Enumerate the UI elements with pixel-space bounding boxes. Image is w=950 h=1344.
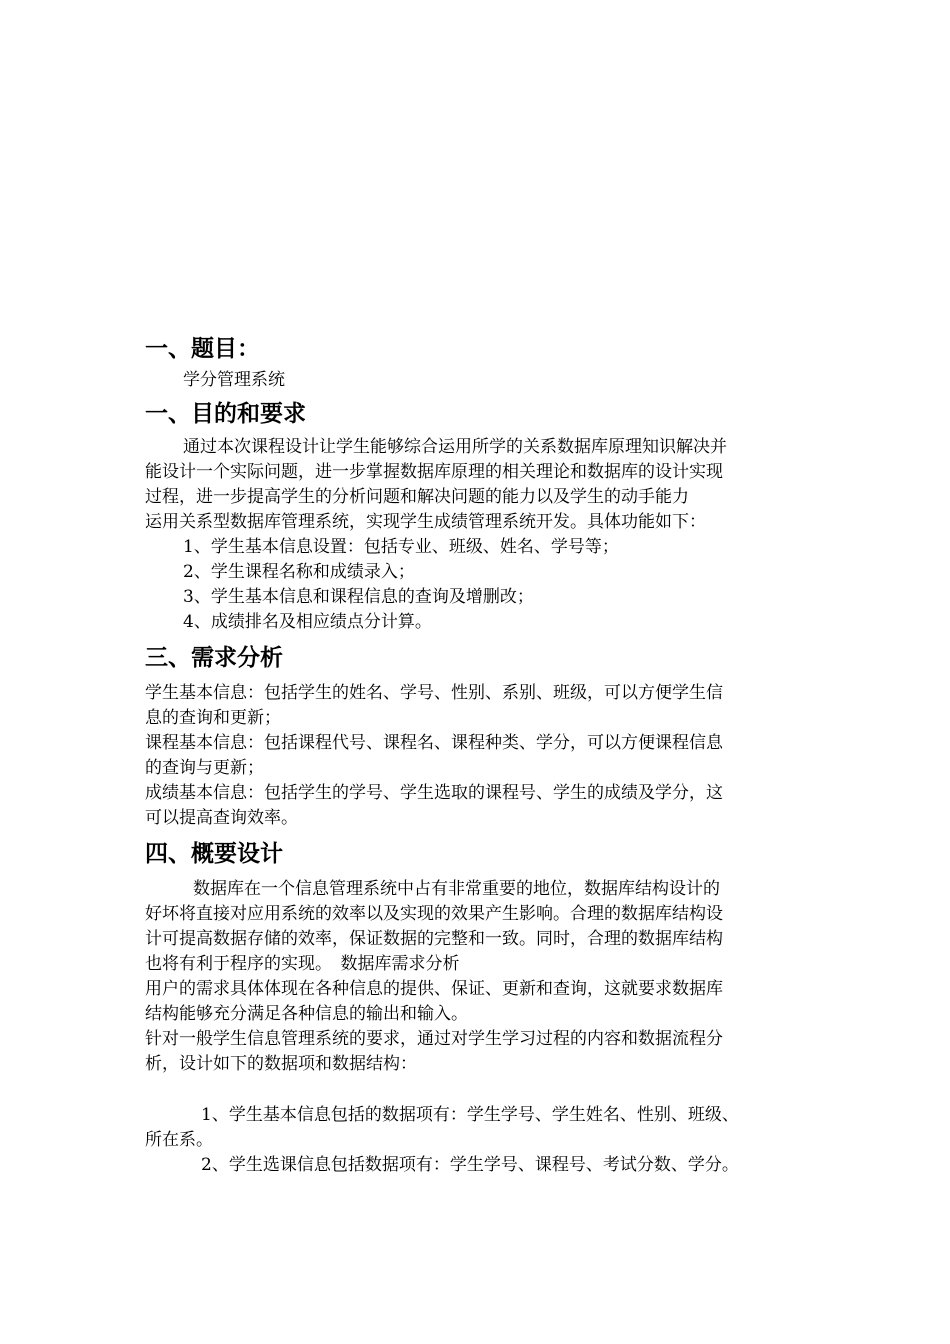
data-items-list [145,1103,810,1178]
document-page [145,334,810,1178]
paragraph-line: 用户的需求具体体现在各种信息的提供、保证、更新和查询，这就要求数据库 [145,979,723,999]
paragraph-line: 可以提高查询效率。 [145,808,298,828]
paragraph-line: 息的查询和更新； [145,708,281,728]
paragraph-line: 针对一般学生信息管理系统的要求，通过对学生学习过程的内容和数据流程分 [145,1029,723,1049]
design-paragraph [145,877,810,1077]
paragraph-line: 运用关系型数据库管理系统，实现学生成绩管理系统开发。具体功能如下： [145,512,706,532]
paragraph-line: 数据库在一个信息管理系统中占有非常重要的地位，数据库结构设计的 [193,879,720,899]
section-heading-purpose: 一、目的和要求 [145,401,306,427]
list-item: 1、学生基本信息设置：包括专业、班级、姓名、学号等； [183,537,619,557]
requirements-paragraph [145,681,810,831]
paragraph-line: 成绩基本信息：包括学生的学号、学生选取的课程号、学生的成绩及学分，这 [145,783,723,803]
list-item: 4、成绩排名及相应绩点分计算。 [183,612,432,632]
paragraph-line: 好坏将直接对应用系统的效率以及实现的效果产生影响。合理的数据库结构设 [145,904,723,924]
blank-line [145,1077,810,1103]
paragraph-line: 学生基本信息：包括学生的姓名、学号、性别、系别、班级，可以方便学生信 [145,683,723,703]
paragraph-line: 析，设计如下的数据项和数据结构： [145,1054,417,1074]
section-heading-topic: 一、题目： [145,336,260,362]
topic-title: 学分管理系统 [183,370,285,390]
paragraph-line: 能设计一个实际问题，进一步掌握数据库原理的相关理论和数据库的设计实现 [145,462,723,482]
paragraph-line: 结构能够充分满足各种信息的输出和输入。 [145,1004,468,1024]
list-item: 2、学生课程名称和成绩录入； [183,562,415,582]
list-item: 1、学生基本信息包括的数据项有：学生学号、学生姓名、性别、班级、 [201,1105,739,1125]
paragraph-line: 课程基本信息：包括课程代号、课程名、课程种类、学分，可以方便课程信息 [145,733,723,753]
purpose-paragraph [145,435,810,535]
list-item: 所在系。 [145,1130,213,1150]
paragraph-line: 的查询与更新； [145,758,264,778]
list-item: 2、学生选课信息包括数据项有：学生学号、课程号、考试分数、学分。 [201,1155,739,1175]
list-item: 3、学生基本信息和课程信息的查询及增删改； [183,587,534,607]
paragraph-line: 通过本次课程设计让学生能够综合运用所学的关系数据库原理知识解决并 [183,437,727,457]
paragraph-line: 也将有利于程序的实现。 数据库需求分析 [145,954,460,974]
section-heading-design: 四、概要设计 [145,841,283,867]
function-list [145,535,810,635]
paragraph-line: 计可提高数据存储的效率，保证数据的完整和一致。同时，合理的数据库结构 [145,929,723,949]
paragraph-line: 过程，进一步提高学生的分析问题和解决问题的能力以及学生的动手能力 [145,487,689,507]
section-heading-requirements: 三、需求分析 [145,645,283,671]
